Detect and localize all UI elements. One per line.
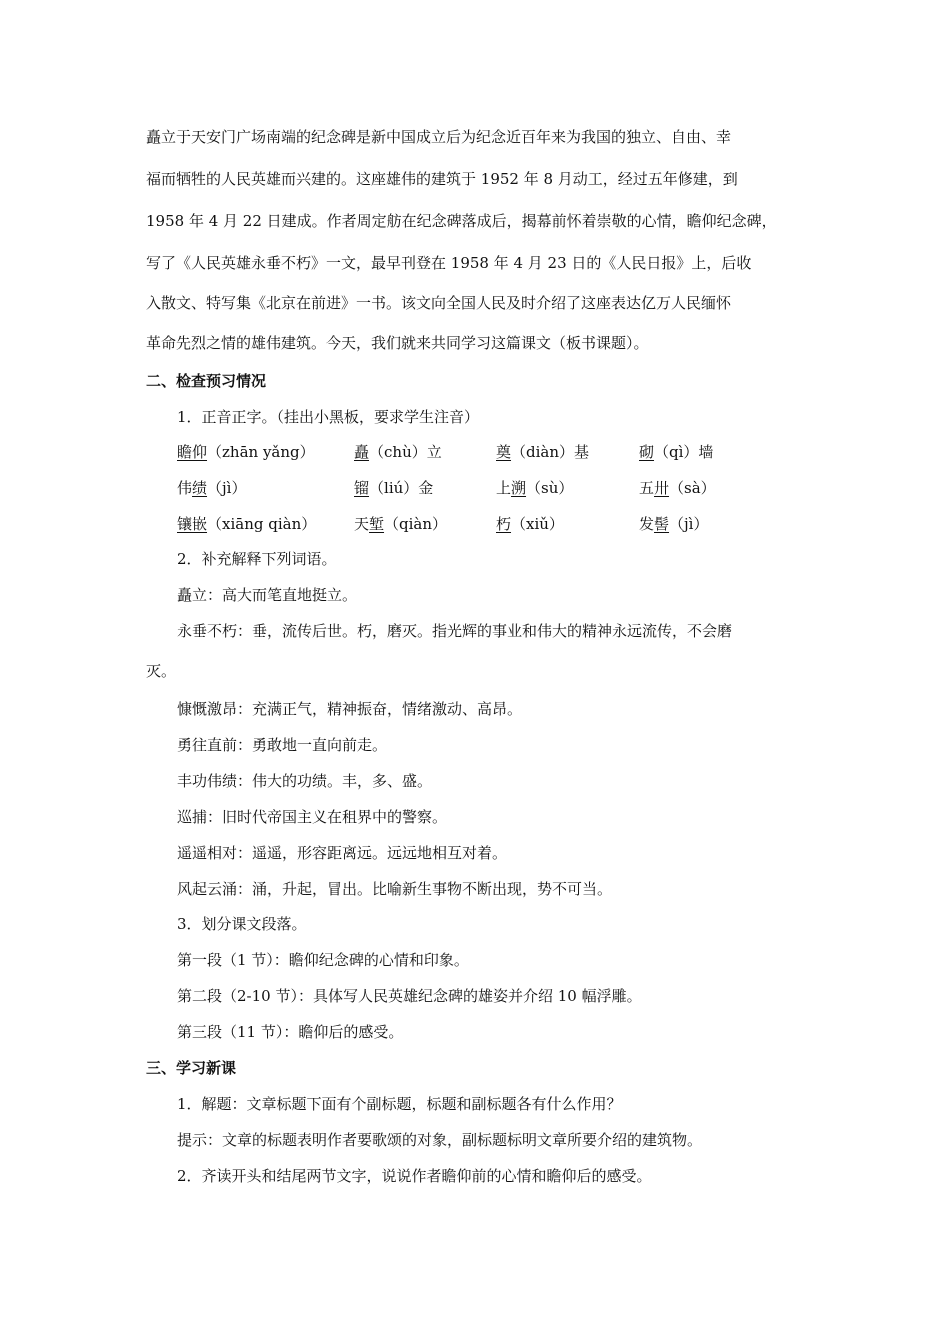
pinyin-entry bbox=[354, 514, 447, 534]
pinyin-word: 奠 bbox=[496, 443, 512, 461]
pinyin-word: 朽 bbox=[496, 515, 512, 533]
definition-line: 矗立：高大而笔直地挺立。 bbox=[177, 586, 358, 604]
pinyin-reading: （sà） bbox=[669, 479, 716, 497]
definition-line: 慷慨激昂：充满正气，精神振奋，情绪激动、高昂。 bbox=[177, 700, 523, 718]
pinyin-reading: （jì） bbox=[669, 515, 709, 533]
definition-line: 勇往直前：勇敢地一直向前走。 bbox=[177, 736, 388, 754]
pinyin-entry bbox=[177, 514, 316, 534]
pinyin-prefix: 天 bbox=[354, 515, 370, 533]
pinyin-word: 镏 bbox=[354, 479, 370, 497]
pinyin-word: 卅 bbox=[654, 479, 670, 497]
pinyin-entry bbox=[496, 478, 573, 498]
pinyin-reading: （liú）金 bbox=[369, 479, 434, 497]
pinyin-entry bbox=[639, 514, 708, 534]
item-line: 2．补充解释下列词语。 bbox=[177, 550, 337, 568]
pinyin-word: 绩 bbox=[192, 479, 208, 497]
pinyin-prefix: 上 bbox=[496, 479, 512, 497]
item-line: 2．齐读开头和结尾两节文字，说说作者瞻仰前的心情和瞻仰后的感受。 bbox=[177, 1167, 652, 1185]
pinyin-word: 溯 bbox=[511, 479, 527, 497]
pinyin-word: 堑 bbox=[369, 515, 385, 533]
definition-line: 永垂不朽：垂，流传后世。朽，磨灭。指光辉的事业和伟大的精神永远流传，不会磨 bbox=[177, 622, 733, 640]
pinyin-entry bbox=[639, 442, 713, 462]
pinyin-reading: （jì） bbox=[207, 479, 247, 497]
pinyin-reading: （diàn）基 bbox=[511, 443, 590, 461]
item-line: 1．正音正字。（挂出小黑板，要求学生注音） bbox=[177, 408, 480, 426]
pinyin-reading: （xiǔ） bbox=[511, 515, 564, 533]
section-heading: 二、检查预习情况 bbox=[146, 372, 267, 390]
paragraph-division: 第三段（11 节）：瞻仰后的感受。 bbox=[177, 1023, 404, 1041]
pinyin-reading: （xiāng qiàn） bbox=[207, 515, 317, 533]
pinyin-entry bbox=[177, 442, 315, 462]
pinyin-entry bbox=[496, 442, 589, 462]
definition-line: 巡捕：旧时代帝国主义在租界中的警察。 bbox=[177, 808, 448, 826]
pinyin-reading: （qiàn） bbox=[384, 515, 448, 533]
pinyin-entry bbox=[354, 478, 433, 498]
pinyin-entry bbox=[177, 478, 246, 498]
paragraph-division: 第一段（1 节）：瞻仰纪念碑的心情和印象。 bbox=[177, 951, 469, 969]
pinyin-prefix: 发 bbox=[639, 515, 655, 533]
definition-line: 遥遥相对：遥遥，形容距离远。远远地相互对着。 bbox=[177, 844, 508, 862]
pinyin-word: 矗 bbox=[354, 443, 370, 461]
intro-line: 矗立于天安门广场南端的纪念碑是新中国成立后为纪念近百年来为我国的独立、自由、幸 bbox=[146, 128, 732, 146]
pinyin-entry bbox=[639, 478, 716, 498]
pinyin-word: 砌 bbox=[639, 443, 655, 461]
definition-line: 风起云涌：涌，升起，冒出。比喻新生事物不断出现，势不可当。 bbox=[177, 880, 613, 898]
pinyin-word: 髻 bbox=[654, 515, 670, 533]
pinyin-reading: （zhān yǎng） bbox=[207, 443, 315, 461]
section-heading: 三、学习新课 bbox=[146, 1059, 237, 1077]
pinyin-reading: （qì）墙 bbox=[654, 443, 714, 461]
pinyin-word: 镶嵌 bbox=[177, 515, 208, 533]
definition-line: 灭。 bbox=[146, 662, 177, 680]
intro-line: 1958 年 4 月 22 日建成。作者周定舫在纪念碑落成后，揭幕前怀着崇敬的心情，瞻仰纪念碑， bbox=[146, 212, 777, 230]
pinyin-prefix: 五 bbox=[639, 479, 655, 497]
pinyin-reading: （sù） bbox=[526, 479, 574, 497]
intro-line: 福而牺牲的人民英雄而兴建的。这座雄伟的建筑于 1952 年 8 月动工，经过五年修建，到 bbox=[146, 170, 738, 188]
pinyin-reading: （chù）立 bbox=[369, 443, 442, 461]
item-line: 3．划分课文段落。 bbox=[177, 915, 307, 933]
item-line: 1．解题：文章标题下面有个副标题，标题和副标题各有什么作用？ bbox=[177, 1095, 622, 1113]
item-line: 提示：文章的标题表明作者要歌颂的对象，副标题标明文章所要介绍的建筑物。 bbox=[177, 1131, 703, 1149]
pinyin-entry bbox=[496, 514, 564, 534]
pinyin-entry bbox=[354, 442, 442, 462]
paragraph-division: 第二段（2-10 节）：具体写人民英雄纪念碑的雄姿并介绍 10 幅浮雕。 bbox=[177, 987, 642, 1005]
pinyin-prefix: 伟 bbox=[177, 479, 193, 497]
intro-line: 革命先烈之情的雄伟建筑。今天，我们就来共同学习这篇课文（板书课题）。 bbox=[146, 334, 649, 352]
definition-line: 丰功伟绩：伟大的功绩。丰，多、盛。 bbox=[177, 772, 433, 790]
intro-line: 入散文、特写集《北京在前进》一书。该文向全国人民及时介绍了这座表达亿万人民缅怀 bbox=[146, 294, 732, 312]
intro-line: 写了《人民英雄永垂不朽》一文，最早刊登在 1958 年 4 月 23 日的《人民日报》上，后收 bbox=[146, 254, 752, 272]
pinyin-word: 瞻仰 bbox=[177, 443, 208, 461]
